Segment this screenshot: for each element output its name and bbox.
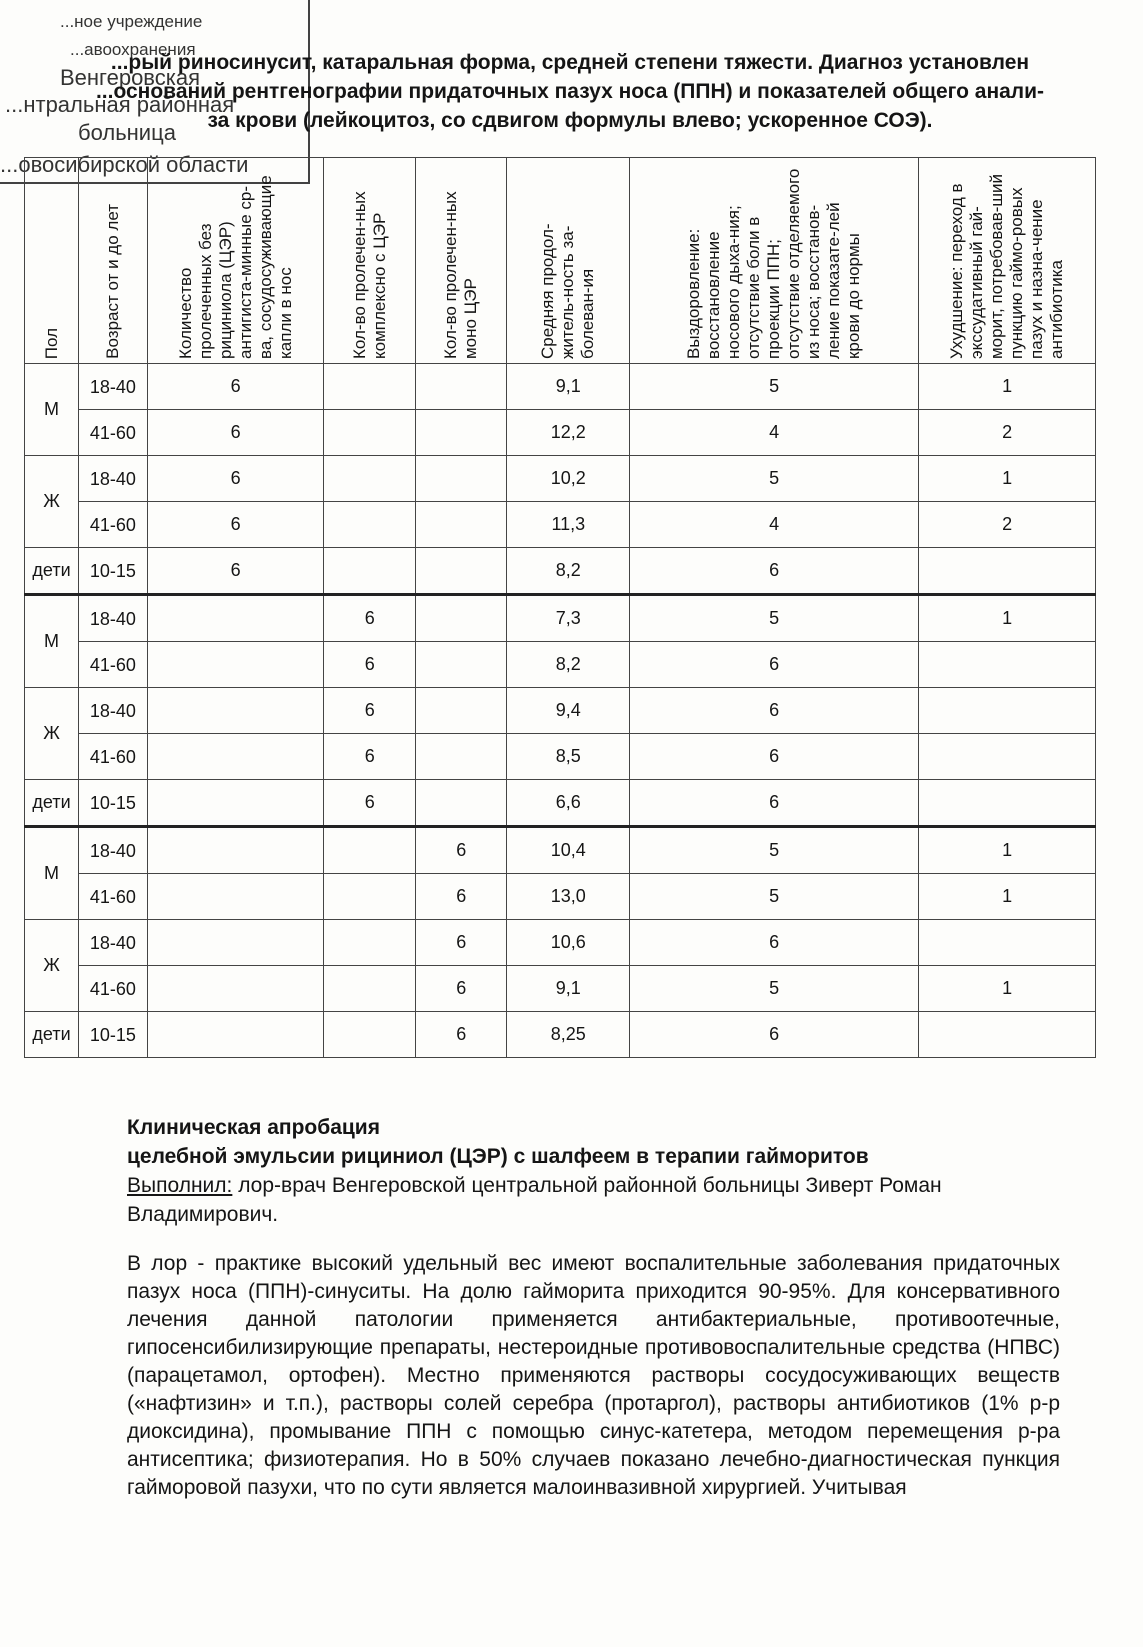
- worsening-cell: [919, 688, 1096, 734]
- no-cer-cell: 6: [147, 456, 324, 502]
- worsening-cell: [919, 920, 1096, 966]
- avg-duration-cell: 11,3: [507, 502, 630, 548]
- recovery-cell: 5: [630, 364, 919, 410]
- table-row: [25, 1012, 1096, 1058]
- recovery-cell: 5: [630, 874, 919, 920]
- table-row: [25, 595, 1096, 642]
- avg-duration-cell: 8,25: [507, 1012, 630, 1058]
- no-cer-cell: [147, 827, 324, 874]
- mono-cer-cell: [415, 456, 507, 502]
- complex-cer-cell: 6: [324, 734, 416, 780]
- recovery-cell: 6: [630, 920, 919, 966]
- table-row: [25, 548, 1096, 595]
- recovery-cell: 4: [630, 410, 919, 456]
- table-row: [25, 502, 1096, 548]
- age-cell: 10-15: [79, 780, 148, 827]
- age-cell: 41-60: [79, 966, 148, 1012]
- complex-cer-cell: [324, 456, 416, 502]
- mono-cer-cell: [415, 688, 507, 734]
- no-cer-cell: [147, 734, 324, 780]
- mono-cer-cell: [415, 642, 507, 688]
- age-cell: 18-40: [79, 688, 148, 734]
- recovery-cell: 6: [630, 780, 919, 827]
- table-row: [25, 410, 1096, 456]
- age-cell: 41-60: [79, 734, 148, 780]
- no-cer-cell: 6: [147, 364, 324, 410]
- recovery-cell: 6: [630, 734, 919, 780]
- intro-paragraph: [30, 48, 1110, 135]
- sex-cell: дети: [25, 780, 79, 827]
- no-cer-cell: [147, 688, 324, 734]
- complex-cer-cell: 6: [324, 780, 416, 827]
- avg-duration-cell: 10,2: [507, 456, 630, 502]
- table-row: [25, 827, 1096, 874]
- header-no-cer: Количество пролеченных без рициниола (ЦЭР) антигиста-минные ср-ва, сосудосуживающие капли в нос: [147, 158, 324, 364]
- worsening-cell: 1: [919, 364, 1096, 410]
- no-cer-cell: [147, 920, 324, 966]
- avg-duration-cell: 9,4: [507, 688, 630, 734]
- age-cell: 18-40: [79, 920, 148, 966]
- avg-duration-cell: 10,6: [507, 920, 630, 966]
- sex-cell: М: [25, 364, 79, 456]
- mono-cer-cell: [415, 364, 507, 410]
- header-avg-duration: Средняя продол-житель-ность за-болеван-ия: [507, 158, 630, 364]
- age-cell: 41-60: [79, 502, 148, 548]
- complex-cer-cell: 6: [324, 688, 416, 734]
- sex-cell: Ж: [25, 920, 79, 1012]
- section-title: Клиническая апробация: [127, 1116, 380, 1139]
- recovery-cell: 5: [630, 966, 919, 1012]
- recovery-cell: 6: [630, 548, 919, 595]
- sex-cell: дети: [25, 1012, 79, 1058]
- mono-cer-cell: [415, 502, 507, 548]
- complex-cer-cell: 6: [324, 642, 416, 688]
- section-subtitle: целебной эмульсии рициниол (ЦЭР) с шалфеем в терапии гайморитов: [127, 1145, 869, 1168]
- recovery-cell: 4: [630, 502, 919, 548]
- avg-duration-cell: 9,1: [507, 966, 630, 1012]
- recovery-cell: 5: [630, 595, 919, 642]
- no-cer-cell: [147, 966, 324, 1012]
- no-cer-cell: [147, 595, 324, 642]
- age-cell: 41-60: [79, 874, 148, 920]
- intro-line: ...оснований рентгенографии придаточных пазух носа (ППН) и показателей общего анали-: [95, 80, 1045, 103]
- intro-line: ...рый риносинусит, катаральная форма, средней степени тяжести. Диагноз установлен: [110, 51, 1030, 74]
- recovery-cell: 6: [630, 1012, 919, 1058]
- table-row: [25, 874, 1096, 920]
- no-cer-cell: [147, 780, 324, 827]
- mono-cer-cell: 6: [415, 966, 507, 1012]
- complex-cer-cell: [324, 502, 416, 548]
- no-cer-cell: 6: [147, 410, 324, 456]
- avg-duration-cell: 6,6: [507, 780, 630, 827]
- header-mono-cer: Кол-во пролечен-ных моно ЦЭР: [415, 158, 507, 364]
- worsening-cell: 1: [919, 456, 1096, 502]
- complex-cer-cell: [324, 548, 416, 595]
- mono-cer-cell: [415, 410, 507, 456]
- avg-duration-cell: 9,1: [507, 364, 630, 410]
- worsening-cell: [919, 780, 1096, 827]
- worsening-cell: 2: [919, 502, 1096, 548]
- sex-cell: дети: [25, 548, 79, 595]
- mono-cer-cell: 6: [415, 920, 507, 966]
- age-cell: 18-40: [79, 456, 148, 502]
- mono-cer-cell: 6: [415, 827, 507, 874]
- header-age: Возраст от и до лет: [79, 158, 148, 364]
- avg-duration-cell: 7,3: [507, 595, 630, 642]
- complex-cer-cell: [324, 920, 416, 966]
- avg-duration-cell: 8,2: [507, 642, 630, 688]
- recovery-cell: 5: [630, 827, 919, 874]
- table-row: [25, 642, 1096, 688]
- worsening-cell: [919, 734, 1096, 780]
- mono-cer-cell: [415, 734, 507, 780]
- worsening-cell: 1: [919, 966, 1096, 1012]
- age-cell: 10-15: [79, 1012, 148, 1058]
- complex-cer-cell: [324, 1012, 416, 1058]
- recovery-cell: 6: [630, 642, 919, 688]
- stamp-line: ...нтральная районная: [5, 92, 235, 117]
- sex-cell: М: [25, 827, 79, 920]
- complex-cer-cell: [324, 827, 416, 874]
- table-row: [25, 364, 1096, 410]
- sex-cell: М: [25, 595, 79, 688]
- avg-duration-cell: 10,4: [507, 827, 630, 874]
- no-cer-cell: 6: [147, 548, 324, 595]
- worsening-cell: 1: [919, 827, 1096, 874]
- table-row: [25, 966, 1096, 1012]
- worsening-cell: [919, 642, 1096, 688]
- mono-cer-cell: 6: [415, 1012, 507, 1058]
- table-row: [25, 734, 1096, 780]
- age-cell: 18-40: [79, 827, 148, 874]
- complex-cer-cell: [324, 364, 416, 410]
- mono-cer-cell: 6: [415, 874, 507, 920]
- worsening-cell: [919, 548, 1096, 595]
- treatment-results-table: [24, 157, 1096, 1058]
- avg-duration-cell: 8,5: [507, 734, 630, 780]
- worsening-cell: 1: [919, 874, 1096, 920]
- sex-cell: Ж: [25, 688, 79, 780]
- stamp-line: ...авоохранения: [70, 40, 196, 59]
- intro-line: за крови (лейкоцитоз, со сдвигом формулы влево; ускоренное СОЭ).: [207, 109, 933, 132]
- recovery-cell: 6: [630, 688, 919, 734]
- sex-cell: Ж: [25, 456, 79, 548]
- header-sex: Пол: [25, 158, 79, 364]
- stamp-line: ...овосибирской области: [0, 152, 249, 177]
- mono-cer-cell: [415, 595, 507, 642]
- complex-cer-cell: 6: [324, 595, 416, 642]
- complex-cer-cell: [324, 874, 416, 920]
- stamp-line: больница: [78, 120, 176, 145]
- complex-cer-cell: [324, 410, 416, 456]
- header-complex-cer: Кол-во пролечен-ных комплексно с ЦЭР: [324, 158, 416, 364]
- stamp-line: ...ное учреждение: [60, 12, 203, 31]
- avg-duration-cell: 13,0: [507, 874, 630, 920]
- section-heading: [127, 1113, 1067, 1229]
- no-cer-cell: [147, 1012, 324, 1058]
- body-paragraph: В лор - практике высокий удельный вес имеют воспалительные заболевания придаточных пазух носа (ППН)-синуситы. На долю гайморита приходится 90-95%. Для консервативного лечения данной патологии применяется антибактериальные, противоотечные, гипосенсибилизирующие препараты, нестероидные противовоспалительные средства (НПВС) (парацетамол, ортофен). Местно применяются растворы сосудосуживающих веществ («нафтизин» и т.п.), растворы солей серебра (протаргол), растворы антибиотиков (1% р-р диоксидина), промывание ППН с помощью синус-катетера, методом перемещения р-ра антисептика; физиотерапия. Но в 50% случаев показано лечебно-диагностическая пункция гайморовой пазухи, что по сути является малоинвазивной хирургией. Учитывая: [127, 1252, 1060, 1499]
- no-cer-cell: [147, 874, 324, 920]
- header-worsening: Ухудшение: переход в экссудативный гай-морит, потребовав-ший пункцию гаймо-ровых пазух и назна-чение антибиотика: [919, 158, 1096, 364]
- table-row: [25, 920, 1096, 966]
- age-cell: 10-15: [79, 548, 148, 595]
- table-row: [25, 780, 1096, 827]
- complex-cer-cell: [324, 966, 416, 1012]
- worsening-cell: 2: [919, 410, 1096, 456]
- worsening-cell: [919, 1012, 1096, 1058]
- avg-duration-cell: 8,2: [507, 548, 630, 595]
- performer-text: лор-врач Венгеровской центральной районной больницы Зиверт Роман Владимирович.: [127, 1174, 942, 1226]
- stamp-line: Венгеровская: [60, 65, 201, 90]
- table-row: [25, 456, 1096, 502]
- worsening-cell: 1: [919, 595, 1096, 642]
- performer-line: [127, 1171, 1067, 1229]
- header-recovery: Выздоровление: восстановление носового дыха-ния; отсутствие боли в проекции ППН; отсутствие отделяемого из носа; восстанов-ление показате-лей крови до нормы: [630, 158, 919, 364]
- avg-duration-cell: 12,2: [507, 410, 630, 456]
- recovery-cell: 5: [630, 456, 919, 502]
- performer-label: Выполнил:: [127, 1174, 233, 1197]
- age-cell: 18-40: [79, 595, 148, 642]
- age-cell: 18-40: [79, 364, 148, 410]
- no-cer-cell: [147, 642, 324, 688]
- table-row: [25, 688, 1096, 734]
- mono-cer-cell: [415, 780, 507, 827]
- age-cell: 41-60: [79, 642, 148, 688]
- no-cer-cell: 6: [147, 502, 324, 548]
- mono-cer-cell: [415, 548, 507, 595]
- age-cell: 41-60: [79, 410, 148, 456]
